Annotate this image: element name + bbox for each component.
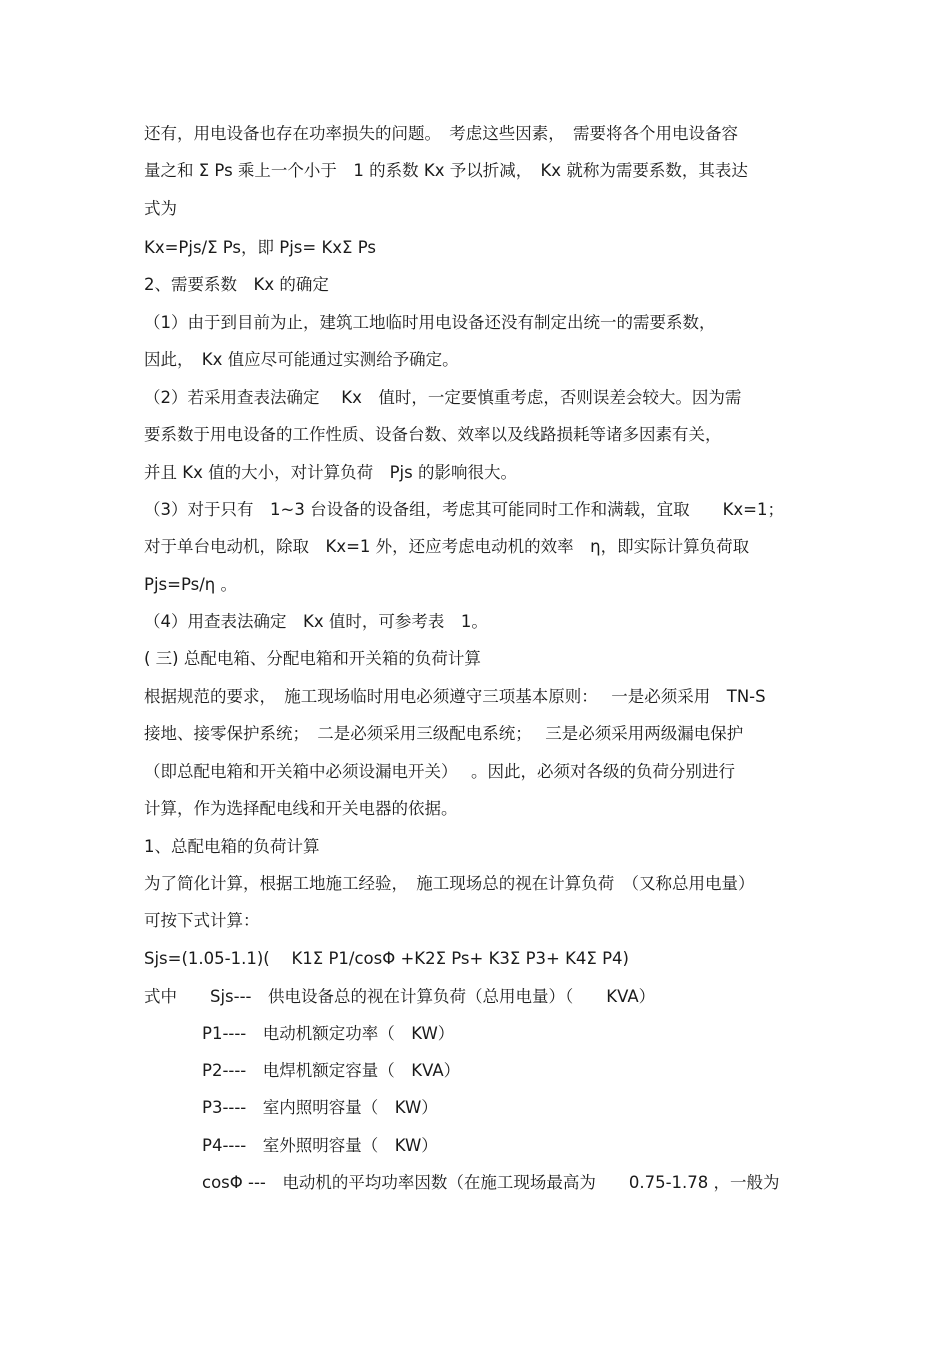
- formula-line: Kx=Pjs/Σ Ps，即 Pjs= KxΣ Ps: [144, 238, 376, 257]
- text-line: 计算，作为选择配电线和开关电器的依据。: [144, 799, 458, 818]
- text-line: 可按下式计算：: [144, 911, 260, 930]
- text-line: 因此， Kx 值应尽可能通过实测给予确定。: [144, 350, 459, 369]
- text-line: （即总配电箱和开关箱中必须设漏电开关） 。因此，必须对各级的负荷分别进行: [144, 762, 735, 781]
- definition-line: P4---- 室外照明容量（ KW）: [202, 1136, 438, 1155]
- text-line: （3）对于只有 1~3 台设备的设备组，考虑其可能同时工作和满载，宜取 Kx=1；: [144, 500, 784, 519]
- formula-line: Sjs=(1.05-1.1)( K1Σ P1/cosΦ +K2Σ Ps+ K3Σ P3+ K4Σ P4): [144, 949, 629, 968]
- section-heading: ( 三) 总配电箱、分配电箱和开关箱的负荷计算: [144, 649, 481, 668]
- text-line: 要系数于用电设备的工作性质、设备台数、效率以及线路损耗等诸多因素有关，: [144, 425, 722, 444]
- text-line: （2）若采用查表法确定 Kx 值时，一定要慎重考虑，否则误差会较大。因为需: [144, 388, 742, 407]
- definition-line: P1---- 电动机额定功率（ KW）: [202, 1024, 455, 1043]
- section-heading: 1、总配电箱的负荷计算: [144, 837, 320, 856]
- definition-line: 式中 Sjs--- 供电设备总的视在计算负荷（总用电量）（ KVA）: [144, 987, 656, 1006]
- text-line: 并且 Kx 值的大小，对计算负荷 Pjs 的影响很大。: [144, 463, 517, 482]
- text-line: 还有，用电设备也存在功率损失的问题。 考虑这些因素， 需要将各个用电设备容: [144, 124, 738, 143]
- text-line: （4）用查表法确定 Kx 值时，可参考表 1。: [144, 612, 488, 631]
- definition-line: P3---- 室内照明容量（ KW）: [202, 1098, 438, 1117]
- text-line: 接地、接零保护系统； 二是必须采用三级配电系统； 三是必须采用两级漏电保护: [144, 724, 744, 743]
- section-heading: 2、需要系数 Kx 的确定: [144, 275, 329, 294]
- text-line: 对于单台电动机，除取 Kx=1 外，还应考虑电动机的效率 η，即实际计算负荷取: [144, 537, 750, 556]
- text-line: 根据规范的要求， 施工现场临时用电必须遵守三项基本原则： 一是必须采用 TN-S: [144, 687, 766, 706]
- definition-line: P2---- 电焊机额定容量（ KVA）: [202, 1061, 461, 1080]
- formula-line: Pjs=Ps/η 。: [144, 575, 237, 594]
- text-line: （1）由于到目前为止，建筑工地临时用电设备还没有制定出统一的需要系数，: [144, 313, 716, 332]
- definition-line: cosΦ --- 电动机的平均功率因数（在施工现场最高为 0.75-1.78 ，一般为: [202, 1173, 780, 1192]
- text-line: 量之和 Σ Ps 乘上一个小于 1 的系数 Kx 予以折减， Kx 就称为需要系数，其表达: [144, 161, 748, 180]
- text-line: 为了简化计算，根据工地施工经验， 施工现场总的视在计算负荷 （又称总用电量）: [144, 874, 755, 893]
- text-line: 式为: [144, 199, 177, 218]
